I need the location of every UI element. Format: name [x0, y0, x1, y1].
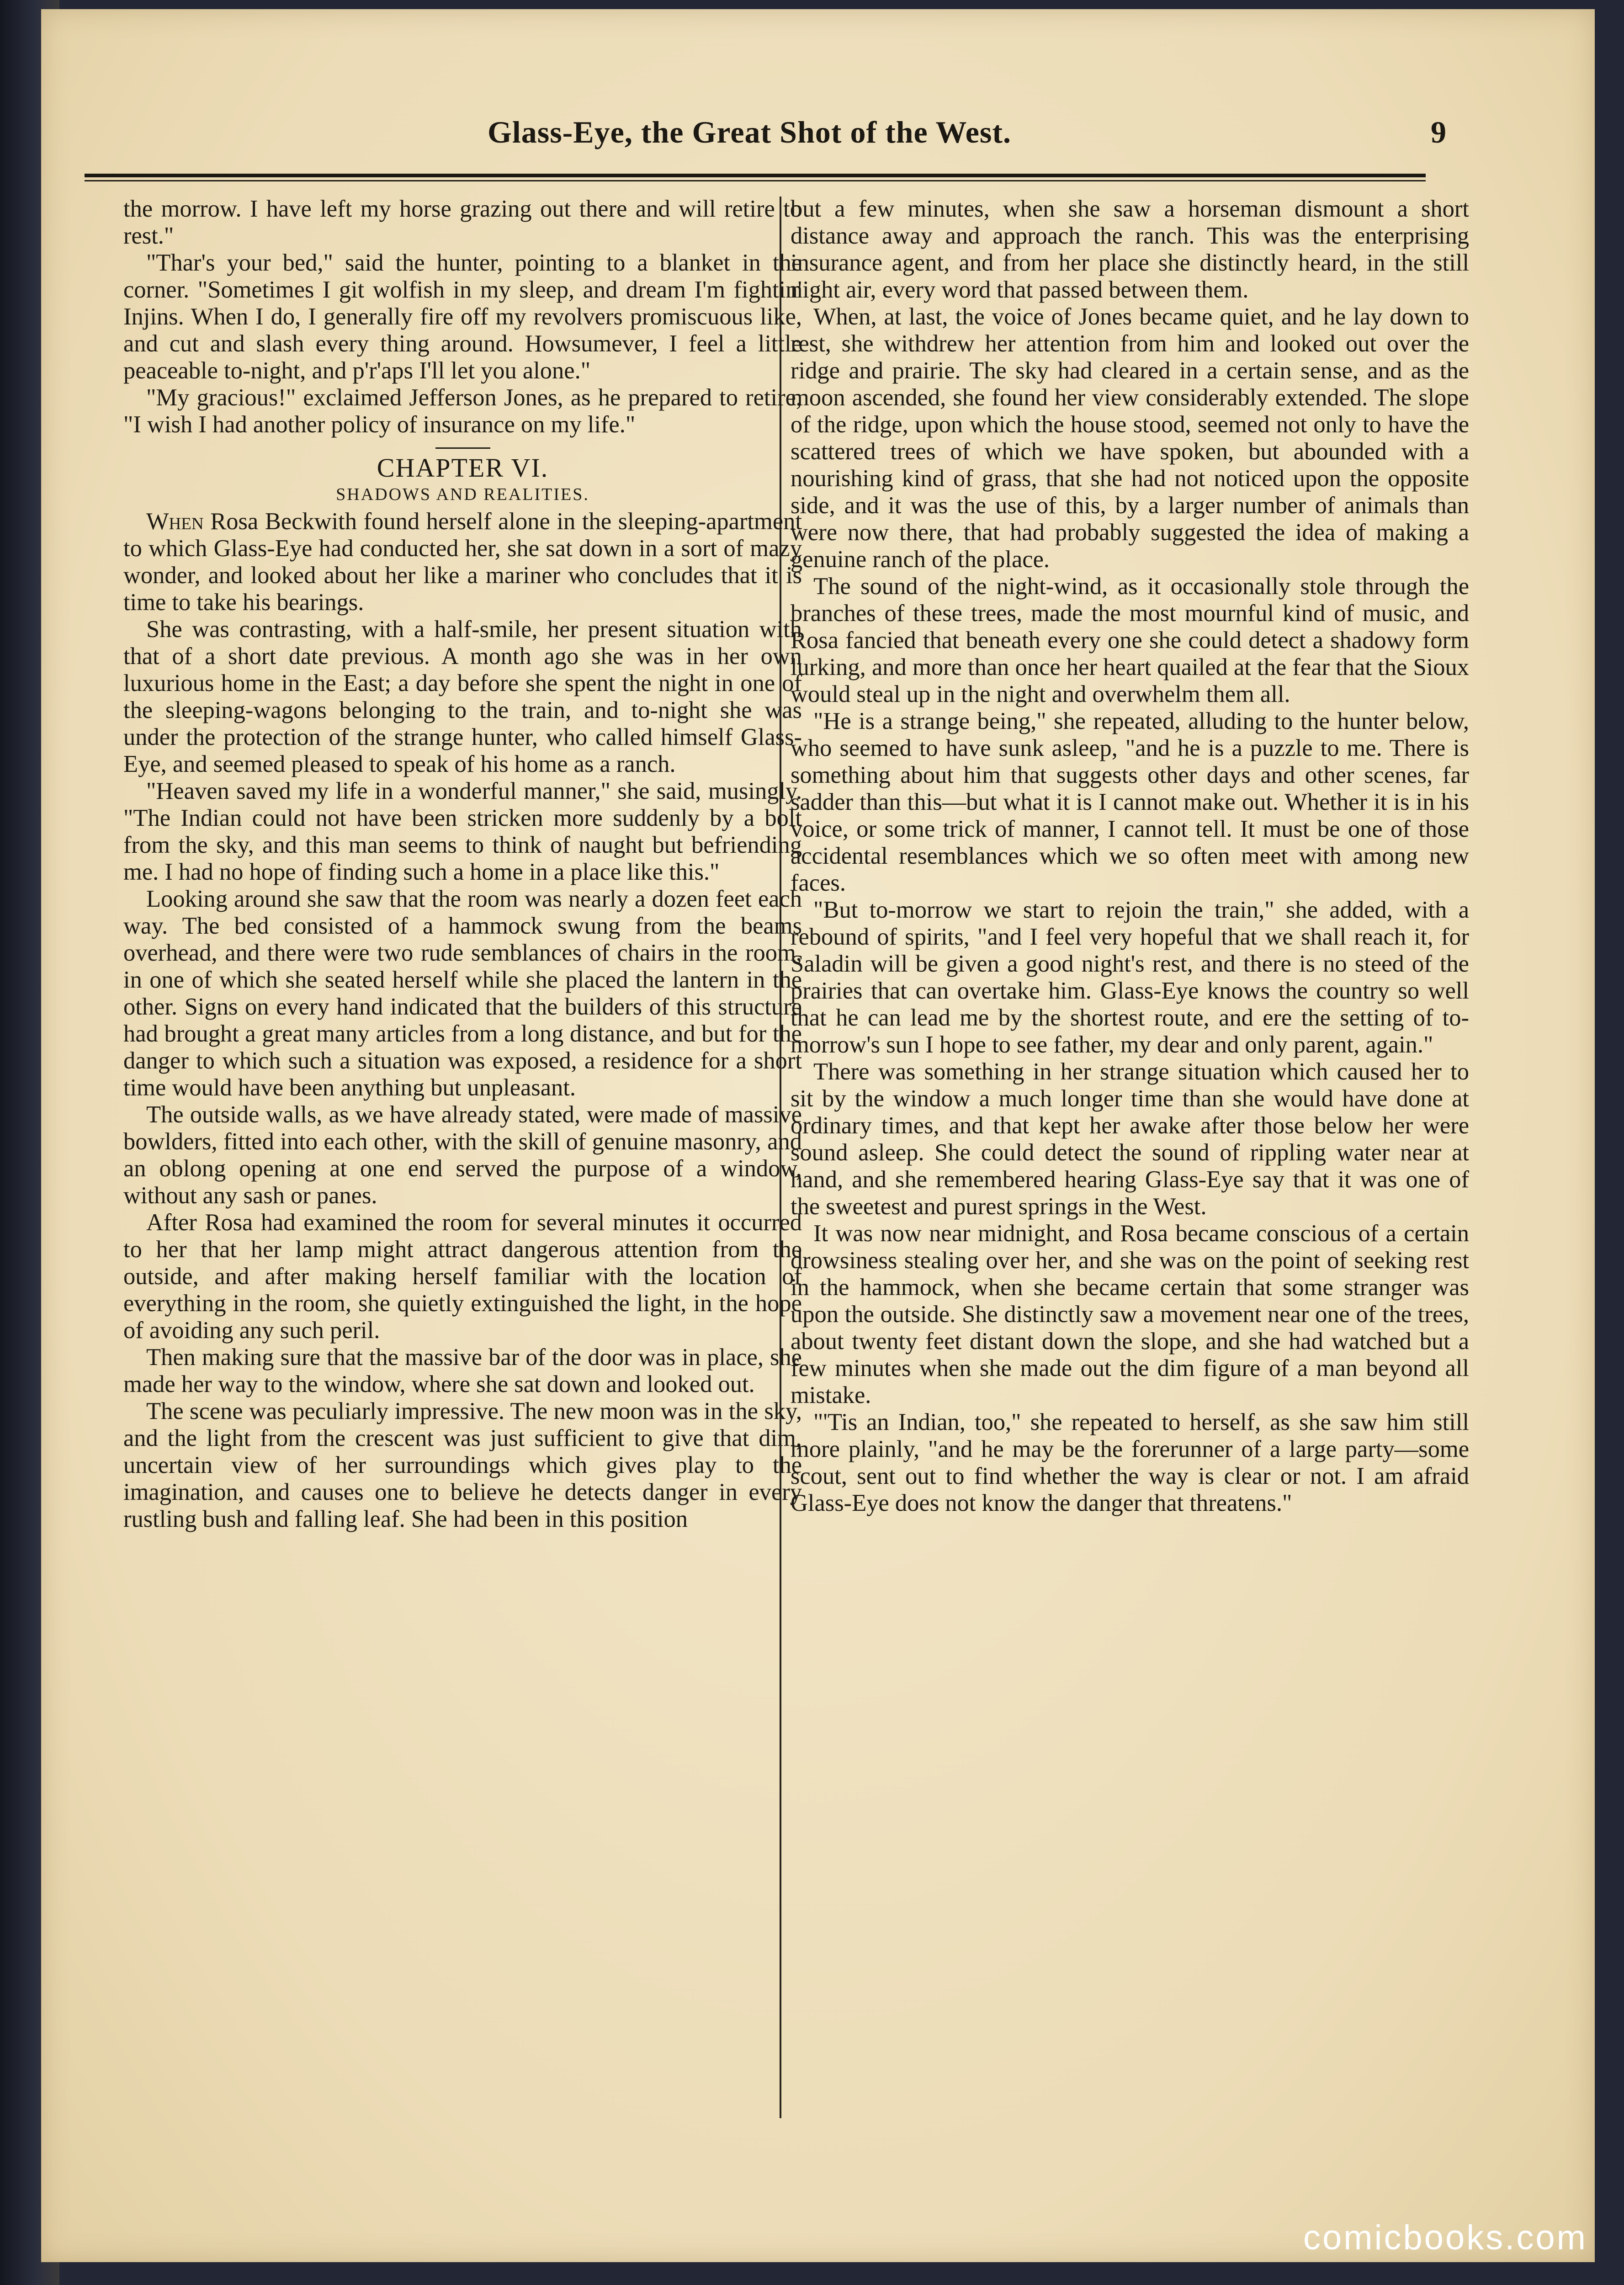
right-column	[791, 196, 1469, 2133]
chapter-subtitle: SHADOWS AND REALITIES.	[336, 485, 589, 504]
lead-word: When	[146, 508, 204, 535]
paragraph: "Heaven saved my life in a wonderful manner," she said, musingly. "The Indian could not have been stricken more suddenly by a bolt from the sky, and this man seems to think of naught but befriending me. I had no hope of finding such a home in a place like this."	[123, 778, 802, 885]
paragraph: The outside walls, as we have already stated, were made of massive bowlders, fitted into each other, with the skill of genuine masonry, and an oblong opening at one end served the purpose of a window, without any sash or panes.	[123, 1101, 802, 1209]
page-header	[85, 114, 1451, 169]
paragraph: but a few minutes, when she saw a horseman dismount a short distance away and approach the ranch. This was the enterprising insurance agent, and from her place she distinctly heard, in the still night air, every word that passed between them.	[791, 196, 1469, 303]
paragraph: "But to-morrow we start to rejoin the train," she added, with a rebound of spirits, "and I feel very hopeful that we shall reach it, for Saladin will be given a good night's rest, and there is no steed of the prairies that can overtake him. Glass-Eye knows the country so well that he can lead me by the shortest route, and ere the setting of to-morrow's sun I hope to see father, my dear and only parent, again."	[791, 897, 1469, 1058]
paragraph: It was now near midnight, and Rosa became conscious of a certain drowsiness stealing over her, and she was on the point of seeking rest in the hammock, when she became certain that some stranger was upon the outside. She distinctly saw a movement near one of the trees, about twenty feet distant down the slope, and she had watched but a few minutes when she made out the dim figure of a man beyond all mistake.	[791, 1220, 1469, 1408]
paragraph: The scene was peculiarly impressive. The new moon was in the sky, and the light from the crescent was just sufficient to give that dim, uncertain view of her surroundings which gives play to the imagination, and causes one to believe he detects danger in every rustling bush and falling leaf. She had been in this position	[123, 1398, 802, 1532]
paragraph: The sound of the night-wind, as it occasionally stole through the branches of these trees, made the most mournful kind of music, and Rosa fancied that beneath every one she could detect a shadowy form lurking, and more than once her heart quailed at the fear that the Sioux would steal up in the night and overwhelm them all.	[791, 573, 1469, 707]
chapter-separator	[435, 447, 490, 449]
paragraph: "'Tis an Indian, too," she repeated to herself, as she saw him still more plainly, "and he may be the forerunner of a large party—some scout, sent out to find whether the way is clear or not. I am afraid Glass-Eye does not know the danger that threatens."	[791, 1409, 1469, 1516]
header-rule-thin	[85, 180, 1426, 181]
paragraph: the morrow. I have left my horse grazing out there and will retire to rest."	[123, 196, 802, 249]
paragraph: Then making sure that the massive bar of the door was in place, she made her way to the window, where she sat down and looked out.	[123, 1344, 802, 1398]
paragraph-text: Rosa Beckwith found herself alone in the sleeping-apartment to which Glass-Eye had conducted her, she sat down in a sort of mazy wonder, and looked about her like a mariner who concludes that it is time to take his bearings.	[123, 508, 802, 616]
paragraph: "He is a strange being," she repeated, alluding to the hunter below, who seemed to have sunk asleep, "and he is a puzzle to me. There is something about him that suggests other days and other scenes, far sadder than this—but what it is I cannot make out. Whether it is in his voice, or some trick of manner, I cannot tell. It must be one of those accidental resemblances which we so often meet with among new faces.	[791, 708, 1469, 896]
paragraph: When, at last, the voice of Jones became quiet, and he lay down to rest, she withdrew her attention from him and looked out over the ridge and prairie. The sky had cleared in a certain sense, and as the moon ascended, she found her view considerably extended. The slope of the ridge, upon which the house stood, seemed not only to have the scattered trees of which we have spoken, but abounded with a nourishing kind of grass, that she had not noticed upon the opposite side, and it was the use of this, by a larger number of animals than were now there, that had probably suggested the idea of making a genuine ranch of the place.	[791, 303, 1469, 573]
paragraph: After Rosa had examined the room for several minutes it occurred to her that her lamp might attract dangerous attention from the outside, and after making herself familiar with the location of everything in the room, she quietly extinguished the light, in the hope of avoiding any such peril.	[123, 1209, 802, 1344]
paragraph: She was contrasting, with a half-smile, her present situation with that of a short date previous. A month ago she was in her own luxurious home in the East; a day before she spent the night in one of the sleeping-wagons belonging to the train, and to-night she was under the protection of the strange hunter, who called himself Glass-Eye, and seemed pleased to speak of his home as a ranch.	[123, 616, 802, 777]
paragraph: There was something in her strange situation which caused her to sit by the window a much longer time than she would have done at ordinary times, and that kept her awake after those below her were sound asleep. She could detect the sound of rippling water near at hand, and she remembered hearing Glass-Eye say that it was one of the sweetest and purest springs in the West.	[791, 1058, 1469, 1220]
site-watermark: comicbooks.com	[1303, 2218, 1587, 2257]
header-rule	[85, 174, 1426, 177]
running-title: Glass-Eye, the Great Shot of the West.	[487, 115, 1012, 149]
page-number: 9	[1431, 115, 1446, 149]
paragraph: "My gracious!" exclaimed Jefferson Jones, as he prepared to retire, "I wish I had another policy of insurance on my life."	[123, 384, 802, 438]
paragraph	[123, 508, 802, 616]
left-column	[123, 196, 802, 2133]
paragraph: "Thar's your bed," said the hunter, pointing to a blanket in the corner. "Sometimes I git wolfish in my sleep, and dream I'm fightin' Injins. When I do, I generally fire off my revolvers promiscuous like, and cut and slash every thing around. Howsumever, I feel a little peaceable to-night, and p'r'aps I'll let you alone."	[123, 250, 802, 384]
paragraph: Looking around she saw that the room was nearly a dozen feet each way. The bed consisted of a hammock swung from the beams overhead, and there were two rude semblances of chairs in the room, in one of which she seated herself while she placed the lantern in the other. Signs on every hand indicated that the builders of this structure had brought a great many articles from a long distance, and but for the danger to which such a situation was exposed, a residence for a short time would have been anything but unpleasant.	[123, 886, 802, 1101]
chapter-title: CHAPTER VI.	[377, 453, 549, 483]
